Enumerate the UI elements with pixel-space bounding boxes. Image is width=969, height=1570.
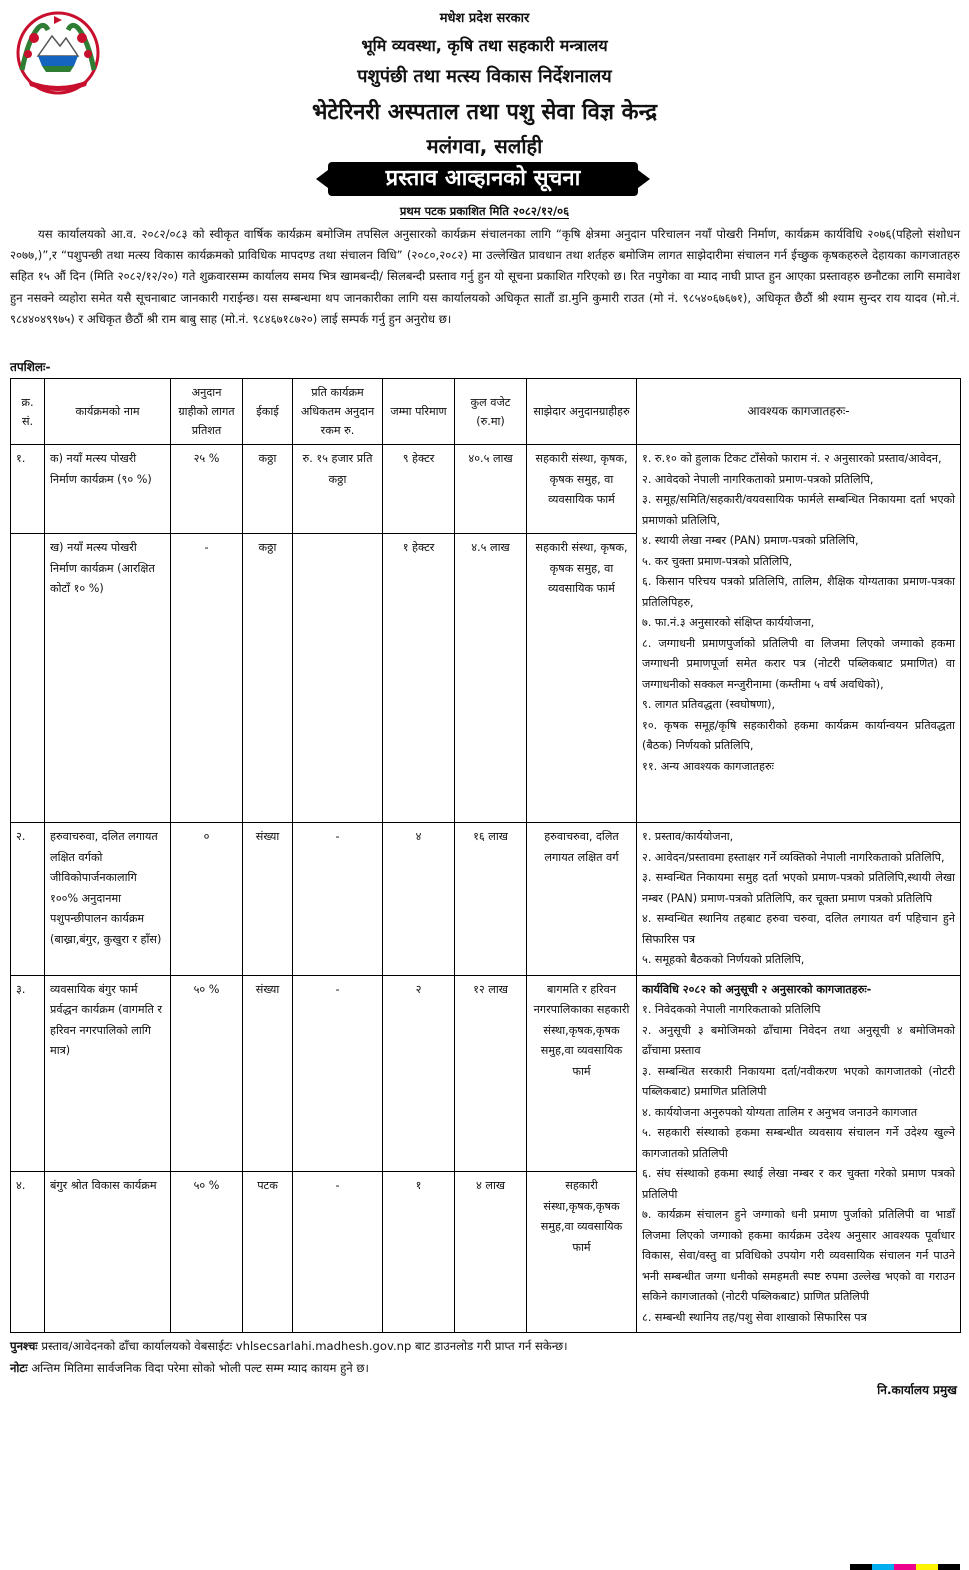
cell-sn: ४. bbox=[11, 1172, 45, 1333]
cell-budget: १२ लाख bbox=[455, 975, 527, 1172]
notice-title: प्रस्ताव आव्हानको सूचना bbox=[328, 162, 638, 196]
cell-partners: हरुवाचरुवा, दलित लगायत लक्षित वर्ग bbox=[527, 823, 637, 976]
cell-unit: पटक bbox=[243, 1172, 293, 1333]
list-item: ७. कार्यक्रम संचालन हुने जग्गाको धनी प्रमाण पुर्जाको प्रतिलिपी वा भाडाँ लिजमा लिएको जग्गाको हकमा कार्यक्रम उदेश्य अनुसार आवश्यक पूर्वाधार विकास, सेवा/वस्तु वा प्रविधिको उपयोग गरी व्यवसायिक संचालन गर्न पाउने भनी सम्बन्धीत जग्गा धनीको समहमती स्पष्ट रुपमा उल्लेख भएको वा गराउन सकिने कागजातको (नोटरी पब्लिकबाट) प्राणित प्रतिलिपी bbox=[642, 1208, 955, 1303]
postscript-label: पुनश्चः bbox=[10, 1339, 38, 1353]
letterhead bbox=[0, 0, 969, 200]
list-item: ७. फा.नं.३ अनुसारको संक्षिप्त कार्ययोजना, bbox=[642, 616, 815, 629]
cell-quantity: ९ हेक्टर bbox=[383, 445, 455, 534]
col-header-sn: क्र. सं. bbox=[11, 379, 45, 445]
cell-max-grant bbox=[293, 534, 383, 823]
list-item: ८. जग्गाधनी प्रमाणपुर्जाको प्रतिलिपी वा लिजमा लिएको जग्गाको हकमा जग्गाधनी प्रमाणपूर्जा समेत करार पत्र (नोटरी पब्लिकबाट प्रमाणित) वा जग्गाधनीको सक्कल मन्जुरीनामा (कम्तीमा ५ वर्ष अवधिको), bbox=[642, 636, 955, 691]
cell-max-grant: रु. १५ हजार प्रति कठ्ठा bbox=[293, 445, 383, 534]
list-item: ५. कर चुक्ता प्रमाण-पत्रको प्रतिलिपि, bbox=[642, 554, 793, 568]
list-item: ६. संघ संस्थाको हकमा स्थाई लेखा नम्बर र कर चुक्ता गरेको प्रमाण पत्रको प्रतिलिपी bbox=[642, 1167, 955, 1201]
cell-unit: संख्या bbox=[243, 975, 293, 1172]
cell-documents bbox=[637, 823, 961, 976]
col-header-cost-pct: अनुदान ग्राहीको लागत प्रतिशत bbox=[171, 379, 243, 445]
postscript bbox=[10, 1339, 960, 1354]
note bbox=[10, 1361, 960, 1376]
postscript-text: प्रस्ताव/आवेदनको ढाँचा कार्यालयको वेबसाईटः vhlsecsarlahi.madhesh.gov.np बाट डाउनलोड गरी प्राप्त गर्न सकेन्छ। bbox=[41, 1339, 568, 1353]
list-item: १०. कृषक समूह/कृषि सहकारीको हकमा कार्यक्रम कार्यान्वयन प्रतिवद्धता (बैठक) निर्णयको प्रतिलिपि, bbox=[642, 718, 955, 752]
publication-date-text: प्रथम पटक प्रकाशित मिति २०८२/१२/०६ bbox=[399, 204, 570, 218]
ministry-name: भूमि व्यवस्था, कृषि तथा सहकारी मन्त्रालय bbox=[361, 36, 608, 55]
table-row bbox=[11, 823, 961, 976]
list-item: ६. किसान परिचय पत्रको प्रतिलिपि, तालिम, शैक्षिक योग्यताका प्रमाण-पत्रका प्रतिलिपिहरु, bbox=[642, 575, 955, 609]
documents-list-2 bbox=[642, 827, 955, 971]
cell-quantity: १ हेक्टर bbox=[383, 534, 455, 823]
color-swatch bbox=[850, 1564, 872, 1570]
cell-max-grant: - bbox=[293, 975, 383, 1172]
office-location: मलंगवा, सर्लाही bbox=[426, 134, 543, 158]
cell-partners: सहकारी संस्था, कृषक, कृषक समुह, वा व्यवसायिक फार्म bbox=[527, 534, 637, 823]
list-item: ८. सम्बन्धी स्थानिय तह/पशु सेवा शाखाको सिफारिस पत्र bbox=[642, 1310, 867, 1324]
cell-program: हरुवाचरुवा, दलित लगायत लक्षित वर्गको जीविकोपार्जनकालागि १००% अनुदानमा पशुपन्छीपालन कार्यक्रम (बाख्रा,बंगुर, कुखुरा र हाँस) bbox=[45, 823, 171, 976]
province-name: मधेश प्रदेश सरकार bbox=[439, 11, 530, 26]
cell-budget: ४०.५ लाख bbox=[455, 445, 527, 534]
cell-sn: १. bbox=[11, 445, 45, 534]
list-item: ४. स्थायी लेखा नम्बर (PAN) प्रमाण-पत्रको प्रतिलिपि, bbox=[642, 534, 859, 547]
cell-partners: बागमति र हरिवन नगरपालिकाका सहकारी संस्था,कृषक,कृषक समुह,वा व्यवसायिक फार्म bbox=[527, 975, 637, 1172]
programs-table bbox=[10, 378, 961, 1333]
cell-cost-pct: ० bbox=[171, 823, 243, 976]
directorate-name: पशुपंछी तथा मत्स्य विकास निर्देशनालय bbox=[357, 66, 612, 87]
cell-cost-pct: ५० % bbox=[171, 1172, 243, 1333]
list-item: १. निवेदकको नेपाली नागरिकताको प्रतिलिपि bbox=[642, 1003, 821, 1016]
cell-budget: १६ लाख bbox=[455, 823, 527, 976]
cell-sn: २. bbox=[11, 823, 45, 976]
list-item: ३. समूह/समिति/सहकारी/वयवसायिक फार्मले सम्बन्धित निकायमा दर्ता भएको प्रमाणको प्रतिलिपि, bbox=[642, 493, 955, 527]
table-header-row bbox=[11, 379, 961, 445]
cell-partners: सहकारी संस्था, कृषक, कृषक समुह, वा व्यवसायिक फार्म bbox=[527, 445, 637, 534]
list-item: ९. लागत प्रतिवद्धता (स्वघोषणा), bbox=[642, 698, 776, 711]
cell-max-grant: - bbox=[293, 823, 383, 976]
list-item: ३. सम्वन्धित निकायमा समुह दर्ता भएको प्रमाण-पत्रको प्रतिलिपि,स्थायी लेखा नम्बर (PAN) प्रमाण-पत्रको प्रतिलिपि, कर चूक्ता प्रमाण पत्रको प्रतिलिपि bbox=[642, 871, 955, 905]
signature-title: नि.कार्यालय प्रमुख bbox=[877, 1383, 957, 1397]
publication-date bbox=[0, 204, 969, 219]
list-item: २. अनुसूची ३ बमोजिमको ढाँचामा निवेदन तथा अनुसूची ४ बमोजिमको ढाँचामा प्रस्ताव bbox=[642, 1023, 955, 1057]
cell-partners: सहकारी संस्था,कृषक,कृषक समुह,वा व्यवसायिक फार्म bbox=[527, 1172, 637, 1333]
color-swatch bbox=[916, 1564, 938, 1570]
list-item: ५. सहकारी संस्थाको हकमा सम्बन्धीत व्यवसाय संचालन गर्ने उदेश्य खुल्ने कागजातको प्रतिलिपी bbox=[642, 1126, 955, 1160]
cell-unit: कठ्ठा bbox=[243, 445, 293, 534]
list-item: ११. अन्य आवश्यक कागजातहरुः bbox=[642, 759, 774, 773]
col-header-documents: आवश्यक कागजातहरुः- bbox=[637, 379, 961, 445]
cell-cost-pct: २५ % bbox=[171, 445, 243, 534]
note-text: अन्तिम मितिमा सार्वजनिक विदा परेमा सोको भोली पल्ट सम्म म्याद कायम हुने छ। bbox=[31, 1361, 369, 1375]
cell-cost-pct: - bbox=[171, 534, 243, 823]
list-item: १. प्रस्ताव/कार्ययोजना, bbox=[642, 830, 734, 843]
cell-budget: ४ लाख bbox=[455, 1172, 527, 1333]
intro-paragraph: यस कार्यालयको आ.व. २०८२/०८३ को स्वीकृत वार्षिक कार्यक्रम बमोजिम तपसिल अनुसारको कार्यक्रम संचालनका लागि “कृषि क्षेत्रमा अनुदान परिचालन नयाँ पोखरी निर्माण, कार्यक्रम कार्यविधि २०७६(पहिलो संशोधन २०७७,)”,र “पशुपन्छी तथा मत्स्य विकास कार्यक्रमको प्राविधिक मापदण्ड तथा संचालन विधि” (२०८०,२०८२) मा उल्लेखित प्रावधान तथा शर्तहरु बमोजिम लागत साझेदारीमा संचालन गर्न ईच्छुक कृषकहरुले देहायका कागजातहरु सहित १५ औं दिन (मिति २०८२/१२/२०) गते शुक्रवारसम्म कार्यालय समय भित्र खामबन्दी/ सिलबन्दी प्रस्ताव गर्नु हुन यो सूचना प्रकाशित गरिएको छ। रित नपुगेका वा म्याद नाघी प्राप्त हुन आएका प्रस्तावहरु छनौटका लागि समावेश हुन नसक्ने व्यहोरा समेत यसै सूचनाबाट जानकारी गराईन्छ। यस सम्बन्धमा थप जानकारीका लागि यस कार्यालयको अधिकृत सातौं डा.मुनि कुमारी राउत (मो नं. ९८५४०६७६७१), अधिकृत छैठौं श्री श्याम सुन्दर राय यादव (मो.नं. ९८४४०४९९७५) र अधिकृत छैठौं श्री राम बाबु साह (मो.नं. ९८४६७१८७२०) लाई सम्पर्क गर्नु हुन अनुरोध छ। bbox=[10, 227, 960, 326]
list-item: ३. सम्बन्धित सरकारी निकायमा दर्ता/नवीकरण भएको कागजातको (नोटरी पब्लिकबाट) प्रमाणित प्रतिलिपी bbox=[642, 1064, 955, 1098]
col-header-budget: कुल वजेट (रु.मा) bbox=[455, 379, 527, 445]
print-color-bar bbox=[850, 1564, 960, 1570]
color-swatch bbox=[894, 1564, 916, 1570]
color-swatch bbox=[938, 1564, 960, 1570]
cell-program: ख) नयाँ मत्स्य पोखरी निर्माण कार्यक्रम (आरक्षित कोटाँ १० %) bbox=[45, 534, 171, 823]
cell-sn: ३. bbox=[11, 975, 45, 1172]
color-swatch bbox=[872, 1564, 894, 1570]
col-header-partners: साझेदार अनुदानग्राहीहरु bbox=[527, 379, 637, 445]
cell-unit: कठ्ठा bbox=[243, 534, 293, 823]
details-heading: तपशिलः- bbox=[10, 360, 51, 374]
office-name: भेटेरिनरी अस्पताल तथा पशु सेवा विज्ञ केन्द्र bbox=[311, 100, 658, 125]
cell-program: बंगुर श्रोत विकास कार्यक्रम bbox=[45, 1172, 171, 1333]
list-item: ४. सम्वन्धित स्थानिय तहबाट हरुवा चरुवा, दलित लगायत वर्ग पहिचान हुने सिफारिस पत्र bbox=[642, 912, 955, 946]
cell-documents bbox=[637, 445, 961, 823]
cell-quantity: २ bbox=[383, 975, 455, 1172]
cell-quantity: १ bbox=[383, 1172, 455, 1333]
list-item: ४. कार्ययोजना अनुरुपको योग्यता तालिम र अनुभव जनाउने कागजात bbox=[642, 1105, 918, 1119]
list-item: १. रु.१० को हुलाक टिकट टाँसेको फाराम नं. २ अनुसारको प्रस्ताव/आवेदन, bbox=[642, 452, 942, 465]
table-row bbox=[11, 975, 961, 1172]
list-item: ५. समूहको बैठकको निर्णयको प्रतिलिपि, bbox=[642, 953, 805, 966]
cell-max-grant: - bbox=[293, 1172, 383, 1333]
cell-unit: संख्या bbox=[243, 823, 293, 976]
documents-list-3 bbox=[642, 1000, 955, 1328]
col-header-quantity: जम्मा परिमाण bbox=[383, 379, 455, 445]
table-row bbox=[11, 445, 961, 534]
cell-sn bbox=[11, 534, 45, 823]
cell-program: व्यवसायिक बंगुर फार्म प्रर्वद्धन कार्यक्रम (वागमति र हरिवन नगरपालिको लागि मात्र) bbox=[45, 975, 171, 1172]
col-header-max-grant: प्रति कार्यक्रम अधिकतम अनुदान रकम रु. bbox=[293, 379, 383, 445]
documents-list-1 bbox=[642, 449, 955, 777]
col-header-program: कार्यक्रमको नाम bbox=[45, 379, 171, 445]
cell-quantity: ४ bbox=[383, 823, 455, 976]
col-header-unit: ईकाई bbox=[243, 379, 293, 445]
list-item: २. आवेदन/प्रस्तावमा हस्ताक्षर गर्ने व्यक्तिको नेपाली नागरिकताको प्रतिलिपि, bbox=[642, 850, 945, 864]
note-label: नोटः bbox=[10, 1361, 28, 1375]
list-item: २. आवेदको नेपाली नागरिकताको प्रमाण-पत्रको प्रतिलिपि, bbox=[642, 472, 874, 486]
cell-program: क) नयाँ मत्स्य पोखरी निर्माण कार्यक्रम (९० %) bbox=[45, 445, 171, 534]
cell-budget: ४.५ लाख bbox=[455, 534, 527, 823]
cell-documents bbox=[637, 975, 961, 1333]
cell-cost-pct: ५० % bbox=[171, 975, 243, 1172]
documents-annex-heading: कार्यविधि २०८२ को अनुसूची २ अनुसारको कागजातहरुः- bbox=[642, 982, 872, 996]
